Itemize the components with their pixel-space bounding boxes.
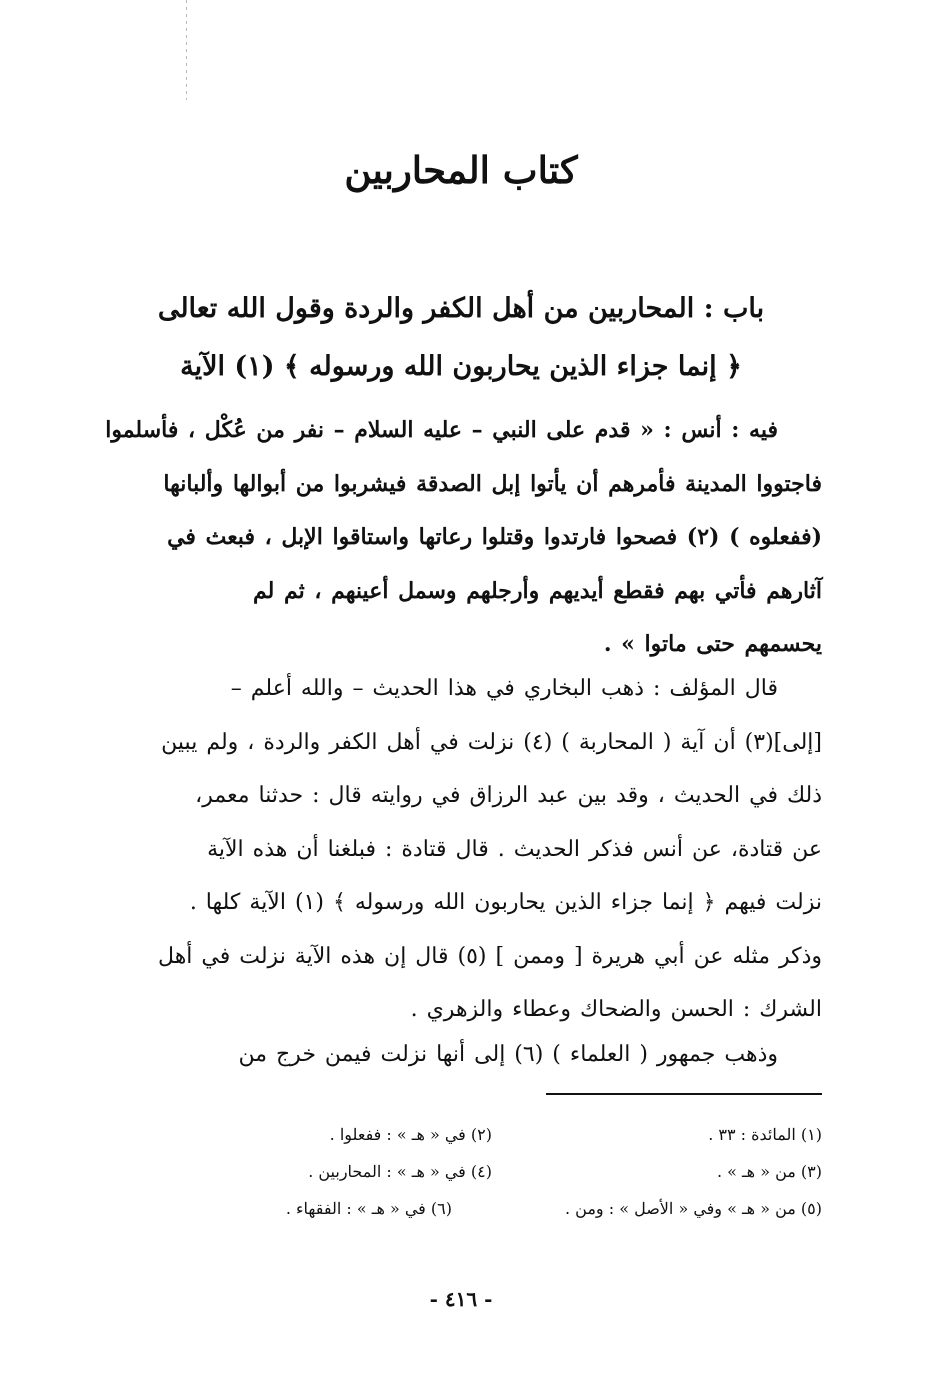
footnotes [100,1116,822,1227]
chapter-heading [100,280,822,396]
footnote: (٦) في « هـ » : الفقهاء . [285,1199,452,1218]
chapter-heading-line-1: باب : المحاربين من أهل الكفر والردة وقول الله تعالى [157,293,765,324]
text-line: [إلى](٣) أن آية ( المحاربة ) (٤) نزلت في أهل الكفر والردة ، ولم يبين [161,729,822,755]
chapter-heading-line-2: ﴿ إنما جزاء الذين يحاربون الله ورسوله ﴾ (١) الآية [180,351,742,382]
commentary-paragraph [100,1028,822,1082]
text-line: فيه : أنس : « قدم على النبي – عليه السلام – نفر من عُكْل ، فأسلموا [105,417,778,443]
footnote: (٤) في « هـ » : المحاربين . [308,1162,492,1181]
text-line: الشرك : الحسن والضحاك وعطاء والزهري . [410,997,822,1022]
hadith-paragraph [100,404,822,672]
text-line: يحسمهم حتى ماتوا » . [603,631,822,657]
footnote-row [100,1153,822,1190]
footnote: (٢) في « هـ » : ففعلوا . [329,1125,492,1144]
commentary-paragraph [100,662,822,1037]
text-line: آثارهم فأتي بهم فقطع أيديهم وأرجلهم وسمل أعينهم ، ثم لم [252,577,822,604]
footnote: (١) المائدة : ٣٣ . [708,1125,822,1144]
footnote-separator [546,1093,822,1095]
footnote-row [100,1116,822,1153]
text-line: فاجتووا المدينة فأمرهم أن يأتوا إبل الصدقة فيشربوا من أبوالها وألبانها [163,470,822,497]
text-line: وذكر مثله عن أبي هريرة [ وممن ] (٥) قال إن هذه الآية نزلت في أهل [158,943,822,969]
book-title: كتاب المحاربين [344,148,578,192]
text-line: ذلك في الحديث ، وقد بين عبد الرزاق في روايته قال : حدثنا معمر، [195,783,822,808]
book-page [100,0,822,1375]
text-line: (ففعلوه ) (٢) فصحوا فارتدوا وقتلوا رعاتها واستاقوا الإبل ، فبعث في [167,524,822,550]
footnote: (٣) من « هـ » . [716,1162,822,1181]
text-line: وذهب جمهور ( العلماء ) (٦) إلى أنها نزلت فيمن خرج من [238,1042,778,1067]
text-line: نزلت فيهم ﴿ إنما جزاء الذين يحاربون الله ورسوله ﴾ (١) الآية كلها . [189,890,822,915]
text-line: عن قتادة، عن أنس فذكر الحديث . قال قتادة : فبلغنا أن هذه الآية [207,836,822,862]
footnote: (٥) من « هـ » وفي « الأصل » : ومن . [565,1199,822,1218]
footnote-row [100,1190,822,1227]
text-line: قال المؤلف : ذهب البخاري في هذا الحديث – والله أعلم – [230,676,778,701]
page-number: - ٤١٦ - [429,1287,493,1311]
